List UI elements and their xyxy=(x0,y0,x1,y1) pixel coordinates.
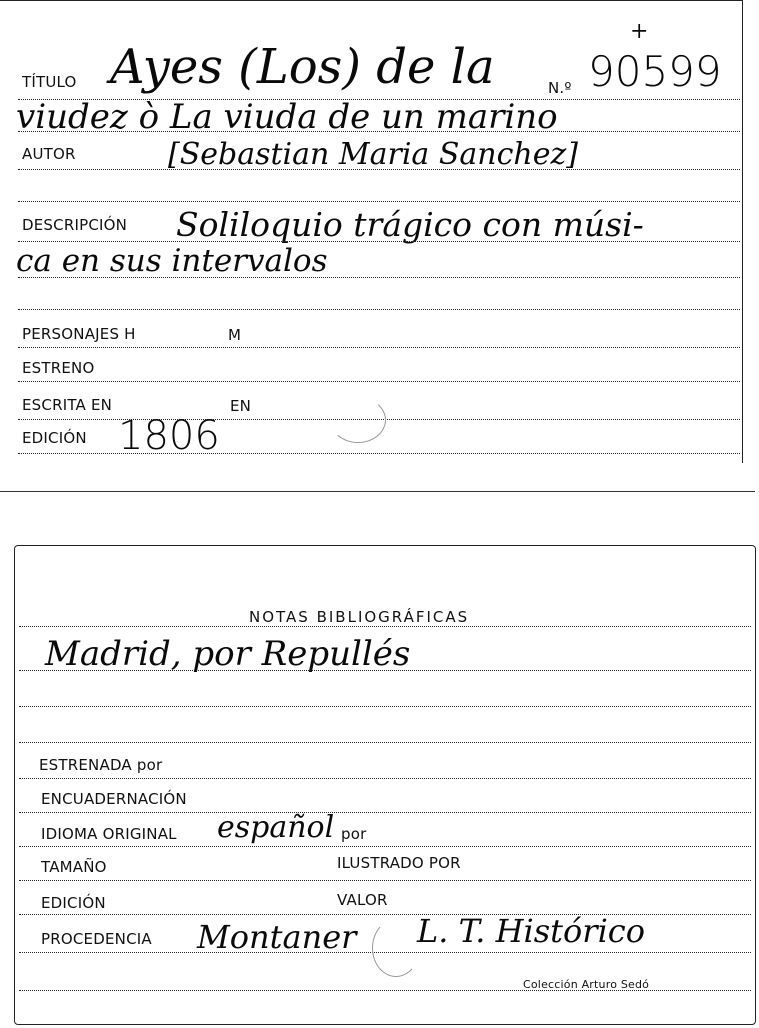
titulo-value-line2: viudez ò La viuda de un marino xyxy=(16,97,558,137)
rule xyxy=(18,241,740,242)
notas-value: Madrid, por Repullés xyxy=(45,634,411,674)
autor-value: [Sebastian Maria Sanchez] xyxy=(168,137,578,172)
escrita-label: ESCRITA EN xyxy=(22,396,113,414)
procedencia-label: PROCEDENCIA xyxy=(41,930,152,948)
encuadernacion-label: ENCUADERNACIÓN xyxy=(41,790,187,808)
rule xyxy=(18,131,740,132)
ilustrado-label: ILUSTRADO POR xyxy=(337,854,461,872)
catalog-card-back xyxy=(14,545,756,1025)
estreno-label: ESTRENO xyxy=(22,359,95,377)
personajes-label: PERSONAJES H xyxy=(22,325,136,343)
descripcion-label: DESCRIPCIÓN xyxy=(22,216,128,234)
personajes-m-label: M xyxy=(228,326,242,344)
rule xyxy=(19,706,751,707)
card-divider xyxy=(0,491,755,492)
titulo-value-line1: Ayes (Los) de la xyxy=(110,39,495,95)
idioma-value: español xyxy=(217,810,335,845)
punch-hole-mark xyxy=(330,397,386,443)
notas-heading: NOTAS BIBLIOGRÁFICAS xyxy=(249,608,470,626)
edicion-value: 1806 xyxy=(118,413,220,459)
cross-mark: + xyxy=(630,19,649,44)
rule xyxy=(18,201,740,202)
rule xyxy=(18,169,740,170)
procedencia-value2: L. T. Histórico xyxy=(417,912,645,950)
rule xyxy=(19,778,751,779)
rule xyxy=(18,381,740,382)
edicion-label: EDICIÓN xyxy=(22,429,87,447)
rule xyxy=(19,880,751,881)
rule xyxy=(19,990,751,991)
catalog-card-front xyxy=(0,0,743,463)
rule xyxy=(18,309,740,310)
punch-hole-mark xyxy=(372,919,420,977)
rule xyxy=(19,812,751,813)
descripcion-value-line1: Soliloquio trágico con músi- xyxy=(176,205,644,244)
titulo-label: TÍTULO xyxy=(22,73,77,91)
rule xyxy=(19,626,751,627)
autor-label: AUTOR xyxy=(22,145,76,163)
rule xyxy=(19,846,751,847)
tamano-label: TAMAÑO xyxy=(41,858,107,876)
valor-label: VALOR xyxy=(337,891,388,909)
edicion2-label: EDICIÓN xyxy=(41,894,106,912)
rule xyxy=(19,742,751,743)
collection-note: Colección Arturo Sedó xyxy=(523,978,650,991)
idioma-por-label: por xyxy=(341,825,367,843)
rule xyxy=(18,277,740,278)
escrita-en-label: EN xyxy=(230,397,252,415)
idioma-label: IDIOMA ORIGINAL xyxy=(41,825,177,843)
numero-label: N.º xyxy=(548,79,572,97)
rule xyxy=(18,453,740,454)
estrenada-label: ESTRENADA por xyxy=(39,756,163,774)
descripcion-value-line2: ca en sus intervalos xyxy=(16,243,328,279)
numero-value: 90599 xyxy=(588,47,722,96)
procedencia-value: Montaner xyxy=(197,918,357,956)
rule xyxy=(19,670,751,671)
rule xyxy=(18,347,740,348)
